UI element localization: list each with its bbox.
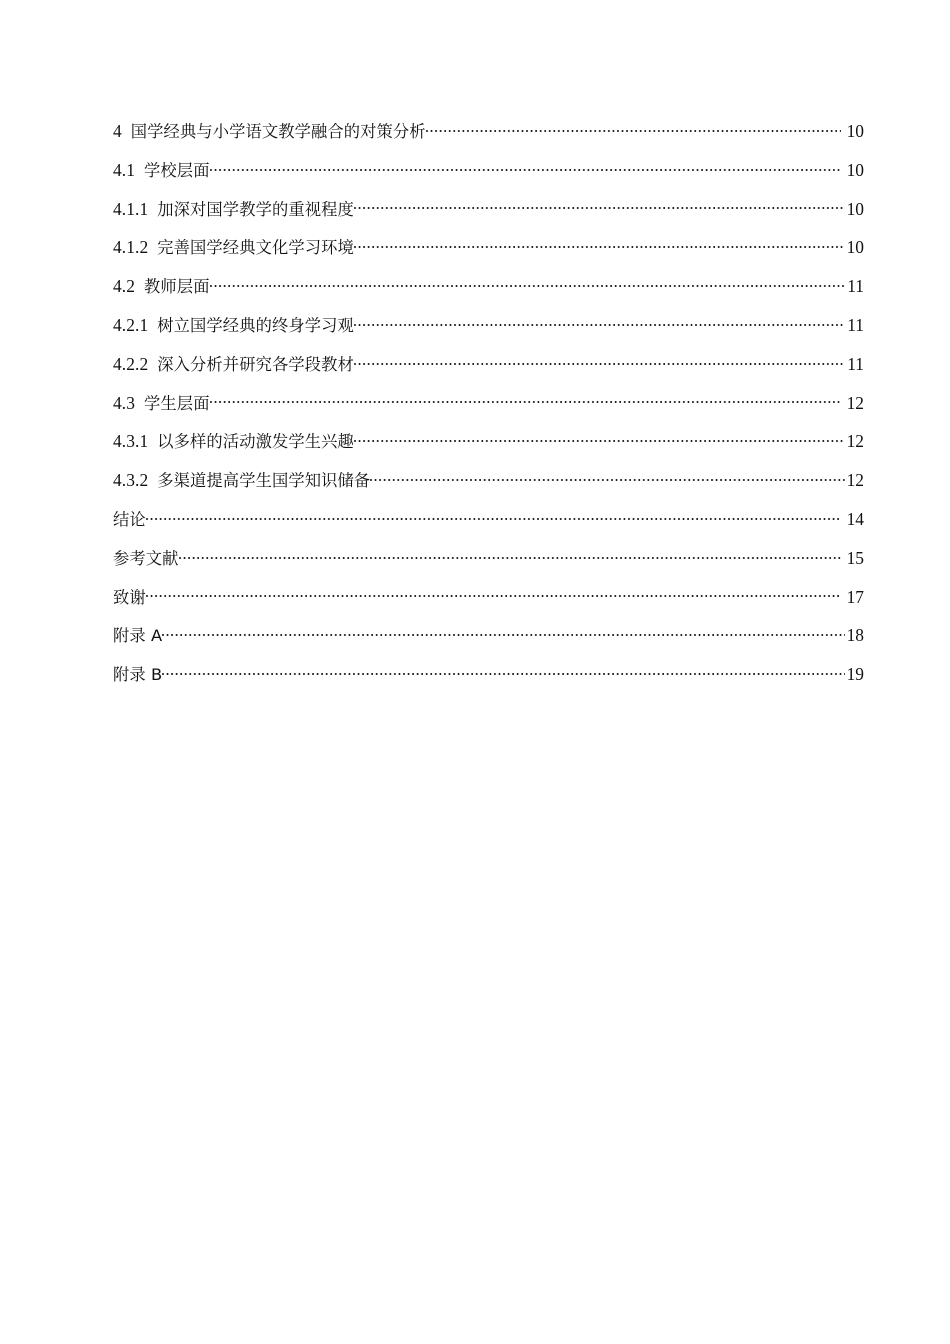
toc-entry-label (113, 345, 354, 385)
toc-entry-label (113, 228, 354, 268)
toc-entry[interactable] (113, 461, 864, 500)
dot-leader (210, 391, 841, 408)
toc-entry-number: 4.2 (113, 276, 136, 297)
toc-entry-title: 国学经典与小学语文教学融合的对策分析 (130, 122, 426, 141)
toc-entry-label (113, 306, 354, 346)
toc-entry-title: 加深对国学教学的重视程度 (157, 199, 354, 219)
toc-entry-label (113, 579, 146, 618)
toc-entry[interactable] (113, 539, 864, 578)
dot-leader (210, 275, 846, 292)
toc-entry-number: 4.3 (113, 392, 136, 413)
toc-entry[interactable] (113, 112, 864, 151)
toc-entry[interactable] (113, 578, 864, 617)
toc-entry[interactable] (113, 267, 864, 306)
toc-entry-title: 深入分析并研究各学段教材 (157, 354, 354, 374)
toc-entry-page-number: 10 (846, 237, 864, 258)
toc-entry-label (113, 540, 179, 579)
toc-entry[interactable] (113, 384, 864, 423)
toc-entry-page-number: 11 (847, 314, 864, 335)
dot-leader (146, 508, 841, 525)
toc-entry-page-number: 11 (847, 276, 864, 297)
toc-entry[interactable] (113, 345, 864, 384)
toc-entry-number: 4.2.1 (113, 314, 149, 335)
toc-entry-label (113, 501, 146, 540)
toc-entry[interactable] (113, 190, 864, 229)
dot-leader (179, 546, 841, 563)
toc-entry-title: 附录 A (113, 626, 163, 646)
dot-leader (354, 314, 845, 331)
toc-entry-label (113, 617, 162, 656)
toc-entry-number: 4.1.2 (113, 237, 149, 258)
toc-entry-title: 参考文献 (113, 548, 179, 568)
toc-entry[interactable] (113, 655, 864, 694)
toc-entry-page-number: 11 (847, 353, 864, 374)
toc-entry-label (113, 151, 210, 191)
toc-entry-title: 完善国学经典文化学习环境 (157, 238, 354, 258)
toc-entry[interactable] (113, 500, 864, 539)
toc-entry-page-number: 18 (846, 625, 864, 646)
toc-entry-number: 4.2.2 (113, 353, 149, 374)
toc-entry-label (113, 656, 162, 695)
dot-leader (370, 469, 844, 486)
toc-entry-label (113, 461, 370, 501)
toc-entry-number: 4.3.1 (113, 431, 149, 452)
toc-entry[interactable] (113, 616, 864, 655)
dot-leader (354, 430, 845, 447)
toc-entry-title: 学校层面 (144, 160, 210, 180)
dot-leader (354, 197, 845, 214)
toc-entry-page-number: 12 (846, 431, 864, 452)
dot-leader (162, 663, 844, 680)
toc-entry-title: 学生层面 (144, 393, 210, 413)
toc-entry-page-number: 15 (846, 547, 864, 568)
toc-entry-title: 致谢 (113, 587, 146, 607)
toc-entry-title: 多渠道提高学生国学知识储备 (157, 471, 371, 491)
toc-entry[interactable] (113, 151, 864, 190)
toc-entry-title: 以多样的活动激发学生兴趣 (157, 432, 354, 452)
dot-leader (210, 158, 841, 175)
toc-entry-label (113, 384, 210, 424)
toc-entry-number: 4.1 (113, 159, 136, 180)
toc-entry-title: 教师层面 (144, 277, 210, 297)
toc-entry-page-number: 12 (846, 470, 864, 491)
toc-entry[interactable] (113, 228, 864, 267)
toc-entry-title: 树立国学经典的终身学习观 (157, 315, 354, 335)
toc-entry-page-number: 10 (846, 159, 864, 180)
toc-entry[interactable] (113, 306, 864, 345)
table-of-contents (113, 112, 864, 694)
toc-entry[interactable] (113, 422, 864, 461)
toc-entry-number: 4.1.1 (113, 198, 149, 219)
dot-leader (146, 585, 841, 602)
toc-entry-number: 4 (113, 121, 122, 141)
toc-entry-page-number: 12 (846, 392, 864, 413)
toc-entry-label (113, 112, 426, 152)
toc-entry-label (113, 422, 354, 462)
toc-entry-page-number: 19 (846, 664, 864, 685)
toc-entry-title: 附录 B (113, 665, 163, 685)
dot-leader (354, 236, 845, 253)
dot-leader (162, 624, 844, 641)
toc-entry-page-number: 17 (846, 586, 864, 607)
toc-entry-number: 4.3.2 (113, 470, 149, 491)
dot-leader (426, 120, 841, 137)
toc-entry-page-number: 10 (846, 121, 864, 141)
toc-entry-label (113, 190, 354, 230)
toc-entry-label (113, 267, 210, 307)
dot-leader (354, 352, 845, 369)
toc-entry-title: 结论 (113, 509, 146, 529)
toc-entry-page-number: 10 (846, 198, 864, 219)
toc-entry-page-number: 14 (846, 508, 864, 529)
